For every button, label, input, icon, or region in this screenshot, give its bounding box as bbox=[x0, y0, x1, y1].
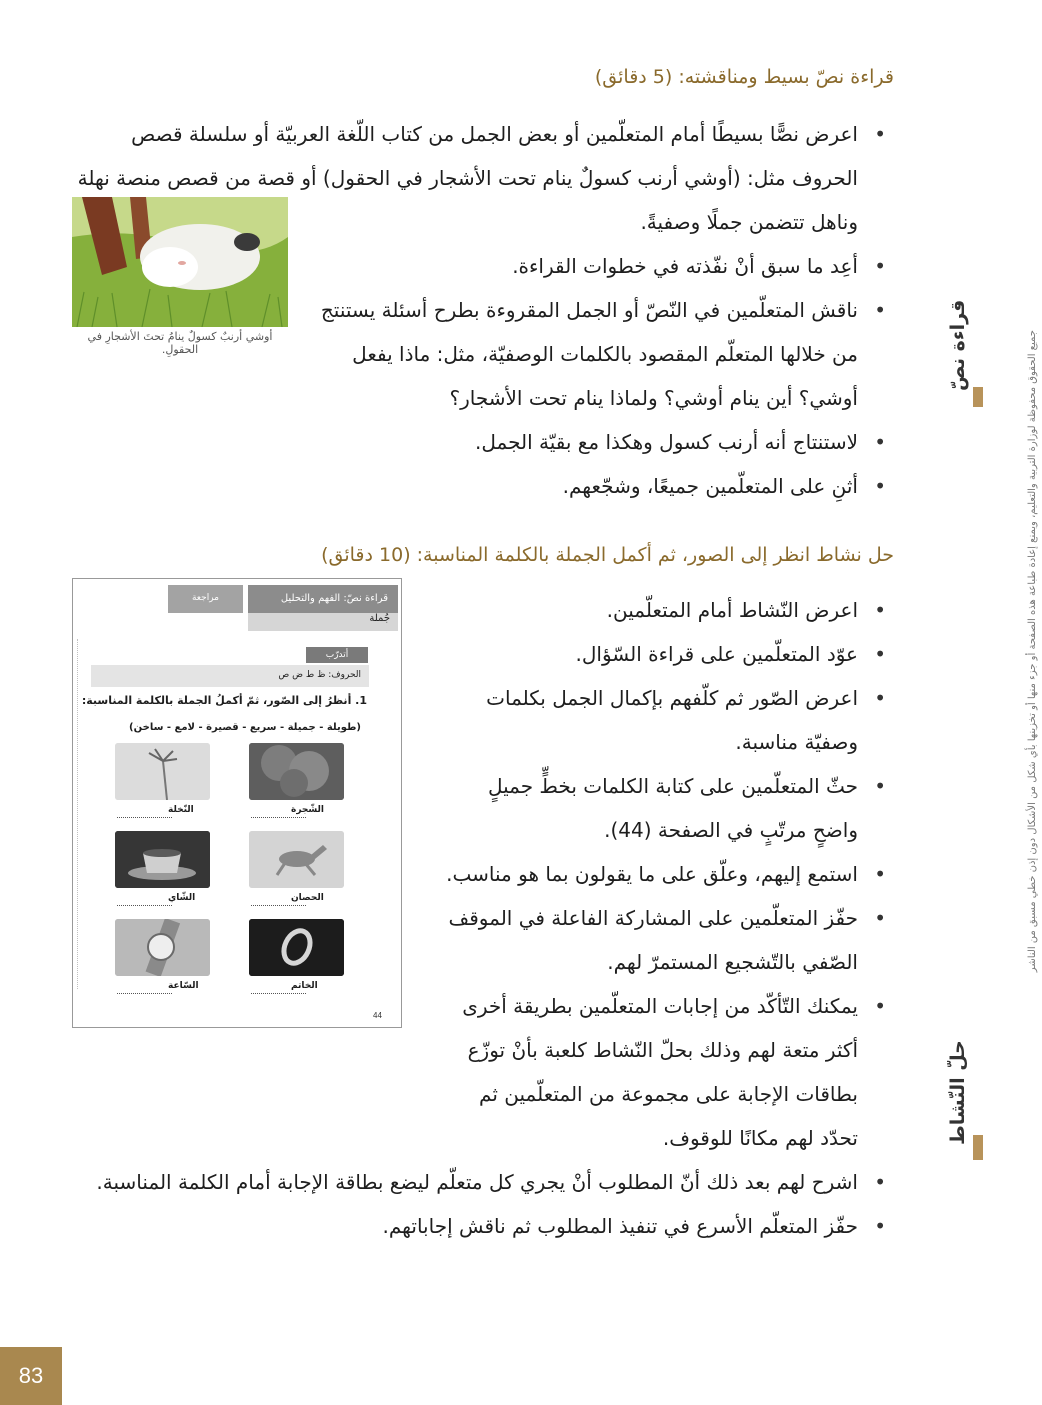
list-item: • يمكنك التّأكّد من إجابات المتعلّمين بطريقة أخرى أكثر متعة لهم وذلك بحلّ النّشاط كلعبة بأنْ توزّع بطاقات الإجابة على مجموعة من المتعلّمين ثم تحدّد لهم مكانًا للوقوف. bbox=[74, 984, 894, 1160]
worksheet-page-number: 44 bbox=[373, 1011, 382, 1020]
reading-bullets-continued bbox=[299, 244, 894, 508]
section-title-activity: حل نشاط انظر إلى الصور، ثم أكمل الجملة بالكلمة المناسبة: (10 دقائق) bbox=[321, 544, 894, 566]
worksheet-question: 1. أنظرُ إلى الصّور، ثمّ أكملُ الجملة بالكلمة المناسبة: bbox=[81, 694, 367, 707]
worksheet-band: الحروف: ظ ط ض ص bbox=[91, 665, 369, 687]
worksheet-label: الشّجرة bbox=[291, 805, 325, 815]
list-item: • استمع إليهم، وعلّق على ما يقولون بما هو مناسب. bbox=[444, 852, 894, 896]
section-marker-bar bbox=[973, 1135, 983, 1160]
list-item: • اعرض الصّور ثم كلّفهم بإكمال الجمل بكلمات وصفيّة مناسبة. bbox=[444, 676, 894, 764]
list-item: • عوّد المتعلّمين على قراءة السّؤال. bbox=[444, 632, 894, 676]
list-item: • اعرض النّشاط أمام المتعلّمين. bbox=[444, 588, 894, 632]
answer-line bbox=[251, 905, 306, 906]
worksheet-pill: أتدرّب bbox=[306, 647, 368, 663]
worksheet-label: الخاتم bbox=[291, 981, 318, 991]
worksheet-word-bank: (طويلة - جميلة - سريع - قصيرة - لامع - ساخن) bbox=[129, 722, 361, 733]
horse-photo bbox=[249, 831, 344, 888]
worksheet-tab-main: قراءة نصّ: الفهم والتحليل bbox=[248, 585, 398, 613]
list-item: • اعرض نصًّا بسيطًا أمام المتعلّمين أو بعض الجمل من كتاب اللّغة العربيّة أو سلسلة قصص الحروف مثل: (أوشي أرنب كسولٌ ينام تحت الأشجار في الحقول) أو قصة من قصص منصة نهلة وناهل تتضمن جملًا وصفيةً. bbox=[74, 112, 894, 244]
answer-line bbox=[117, 817, 172, 818]
answer-line bbox=[251, 993, 306, 994]
list-item: • أعِد ما سبق أنْ نفّذته في خطوات القراءة. bbox=[299, 244, 894, 288]
list-item: • لاستنتاج أنه أرنب كسول وهكذا مع بقيّة الجمل. bbox=[299, 420, 894, 464]
list-item: • ناقش المتعلّمين في النّصّ أو الجمل المقروءة بطرح أسئلة يستنتج من خلالها المتعلّم المقصود بالكلمات الوصفيّة، مثل: ماذا يفعل أوشي؟ أين ينام أوشي؟ ولماذا ينام تحت الأشجار؟ bbox=[299, 288, 894, 420]
watch-photo bbox=[115, 919, 210, 976]
list-item: • اشرح لهم بعد ذلك أنّ المطلوب أنْ يجري كل متعلّم ليضع بطاقة الإجابة أمام الكلمة المناسبة. bbox=[74, 1160, 894, 1204]
worksheet-margin-strip bbox=[77, 639, 79, 989]
section-title-reading: قراءة نصّ بسيط ومناقشته: (5 دقائق) bbox=[594, 66, 894, 88]
worksheet-label: النّخلة bbox=[168, 805, 194, 815]
worksheet-label: السّاعة bbox=[168, 981, 199, 991]
ring-photo bbox=[249, 919, 344, 976]
side-label-reading: قراءة نصّ bbox=[947, 300, 969, 392]
activity-bullets bbox=[444, 588, 894, 984]
answer-line bbox=[251, 817, 306, 818]
list-item: • حفّز المتعلّمين على المشاركة الفاعلة في الموقف الصّفي بالتّشجيع المستمرّ لهم. bbox=[444, 896, 894, 984]
worksheet-tab-side: مراجعة bbox=[168, 585, 243, 613]
list-item: • حثّ المتعلّمين على كتابة الكلمات بخطٍّ جميلٍ واضحٍ مرتّبٍ في الصفحة (44). bbox=[444, 764, 894, 852]
answer-line bbox=[117, 993, 172, 994]
worksheet-thumbnail bbox=[72, 578, 402, 1028]
copyright-notice: جميع الحقوق محفوظة لوزارة التربية والتعليم، ويمنع إعادة طباعة هذه الصفحة أو جزء منها أو تخزينها بأي شكل من الأشكال دون إذن خطي مسبق من الناشر bbox=[1027, 330, 1038, 973]
palm-photo bbox=[115, 743, 210, 800]
list-item: • حفّز المتعلّم الأسرع في تنفيذ المطلوب ثم ناقش إجاباتهم. bbox=[74, 1204, 894, 1248]
sleeping-rabbit-illustration bbox=[72, 197, 288, 327]
section-marker-bar bbox=[973, 387, 983, 407]
list-item: • أثنِ على المتعلّمين جميعًا، وشجّعهم. bbox=[299, 464, 894, 508]
worksheet-label: الشّاي bbox=[168, 893, 196, 903]
tree-photo bbox=[249, 743, 344, 800]
figure-caption: أوشي أرنبٌ كسولٌ ينامُ تحتَ الأشجارِ في الحقولِ. bbox=[87, 330, 273, 356]
worksheet-subheader: جُملة bbox=[248, 613, 398, 631]
side-label-activity: حلّ النّشاط bbox=[947, 1040, 969, 1145]
worksheet-label: الحصان bbox=[291, 893, 324, 903]
tea-cup-photo bbox=[115, 831, 210, 888]
page-number: 83 bbox=[0, 1347, 62, 1405]
answer-line bbox=[117, 905, 172, 906]
